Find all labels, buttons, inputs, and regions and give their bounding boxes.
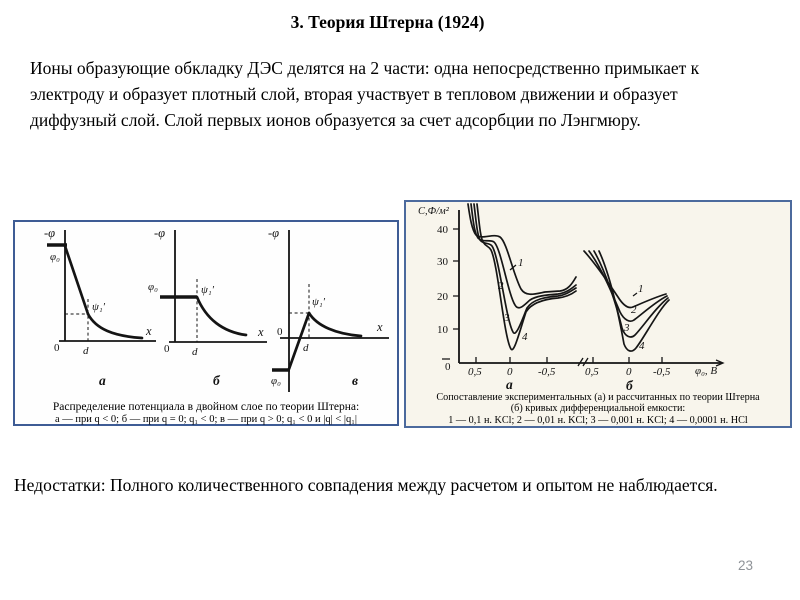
x-axis-label: x	[258, 325, 264, 339]
y-tick-10: 10	[437, 324, 448, 336]
panel-v	[268, 226, 389, 392]
curve-b1	[584, 251, 666, 308]
y-tick-40: 40	[437, 224, 448, 236]
y-axis-label: -φ	[268, 226, 280, 240]
potential-plots	[15, 222, 397, 398]
curve-a1-label: 1	[518, 257, 524, 269]
figure-caption-line2: а — при q < 0; б — при q = 0; q₁ < 0; в — при q > 0; q₁ < 0 и |q| < |q₁|	[54, 414, 357, 425]
x-axis-label: x	[377, 320, 383, 334]
x-tick-a-0: 0	[507, 366, 513, 378]
group-a-label: а	[506, 377, 513, 392]
x-axis-label: x	[146, 324, 152, 338]
phi0-label: φ₀	[271, 375, 281, 387]
curve-a4	[477, 204, 576, 350]
figure-caption-line1: Сопоставление экспериментальных (а) и рассчитанных по теории Штерна	[436, 392, 760, 403]
psi1-label: ψ₁′	[312, 296, 326, 308]
d-label: d	[303, 342, 309, 354]
y-tick-30: 30	[437, 256, 448, 268]
x-axis-title: φ₀, В	[695, 365, 718, 377]
linear-drop	[65, 246, 88, 314]
slide-title: 3. Теория Штерна (1924)	[290, 12, 485, 32]
origin-label: 0	[445, 361, 451, 373]
curve-b3-label: 3	[624, 322, 630, 334]
curve-a1	[468, 204, 576, 294]
y-tick-20: 20	[437, 291, 448, 303]
exponential-decay	[197, 297, 246, 335]
capacity-plot	[406, 202, 790, 392]
d-label: d	[83, 345, 89, 357]
exponential-decay	[88, 314, 142, 338]
x-tick-b-05: 0,5	[585, 366, 599, 378]
group-b-label: б	[626, 378, 633, 392]
y-axis-label: -φ	[154, 226, 166, 240]
psi1-label: ψ₁′	[92, 301, 106, 313]
phi0-label: φ₀	[50, 251, 60, 263]
panel-a-label: а	[99, 373, 106, 388]
origin-label: 0	[164, 343, 170, 355]
curve-a3-label: 3	[504, 312, 510, 324]
panel-v-label: в	[352, 373, 359, 388]
drawbacks-paragraph: Недостатки: Полного количественного совпадения между расчетом и опытом не наблюдается.	[14, 475, 718, 495]
origin-label: 0	[277, 326, 283, 338]
x-tick-a-05: 0,5	[468, 366, 482, 378]
y-axis-title: С,Ф/м²	[418, 206, 449, 217]
body-paragraph: Ионы образующие обкладку ДЭС делятся на 2 части: одна непосредственно примыкает к электроду и образует плотный слой, вторая участвует в тепловом движении и образует диффузный слой. Слой первых ионов образуется за счет адсорбции по Лэнгмюру.	[30, 58, 700, 130]
d-label: d	[192, 346, 198, 358]
x-tick-a-m05: -0,5	[538, 366, 556, 378]
y-axis-label: -φ	[44, 226, 56, 240]
figure-potential-distribution	[13, 220, 399, 426]
figure-caption-line1: Распределение потенциала в двойном слое по теории Штерна:	[52, 401, 360, 413]
curve-b2-label: 2	[631, 304, 637, 316]
curve-a2-label: 2	[498, 280, 504, 292]
curve-b1-label: 1	[638, 283, 644, 295]
panel-b-label: б	[213, 373, 220, 388]
psi1-label: ψ₁′	[201, 284, 215, 296]
curve-a4-label: 4	[522, 331, 528, 343]
exponential-decay	[309, 313, 361, 336]
linear-rise	[289, 313, 309, 369]
page-number: 23	[738, 558, 754, 573]
origin-label: 0	[54, 342, 60, 354]
panel-a	[44, 226, 156, 388]
figure-capacity-curves	[404, 200, 792, 428]
x-tick-b-0: 0	[626, 366, 632, 378]
axis-break-marks	[578, 358, 588, 366]
panel-b	[148, 226, 267, 388]
x-tick-b-m05: -0,5	[653, 366, 671, 378]
figure-caption-legend: 1 — 0,1 н. KCl; 2 — 0,01 н. KCl; 3 — 0,001 н. KCl; 4 — 0,0001 н. HCl	[448, 414, 748, 426]
figure-caption-line2: (б) кривых дифференциальной емкости:	[510, 403, 686, 415]
phi0-label: φ₀	[148, 281, 158, 293]
curve-b4-label: 4	[639, 340, 645, 352]
